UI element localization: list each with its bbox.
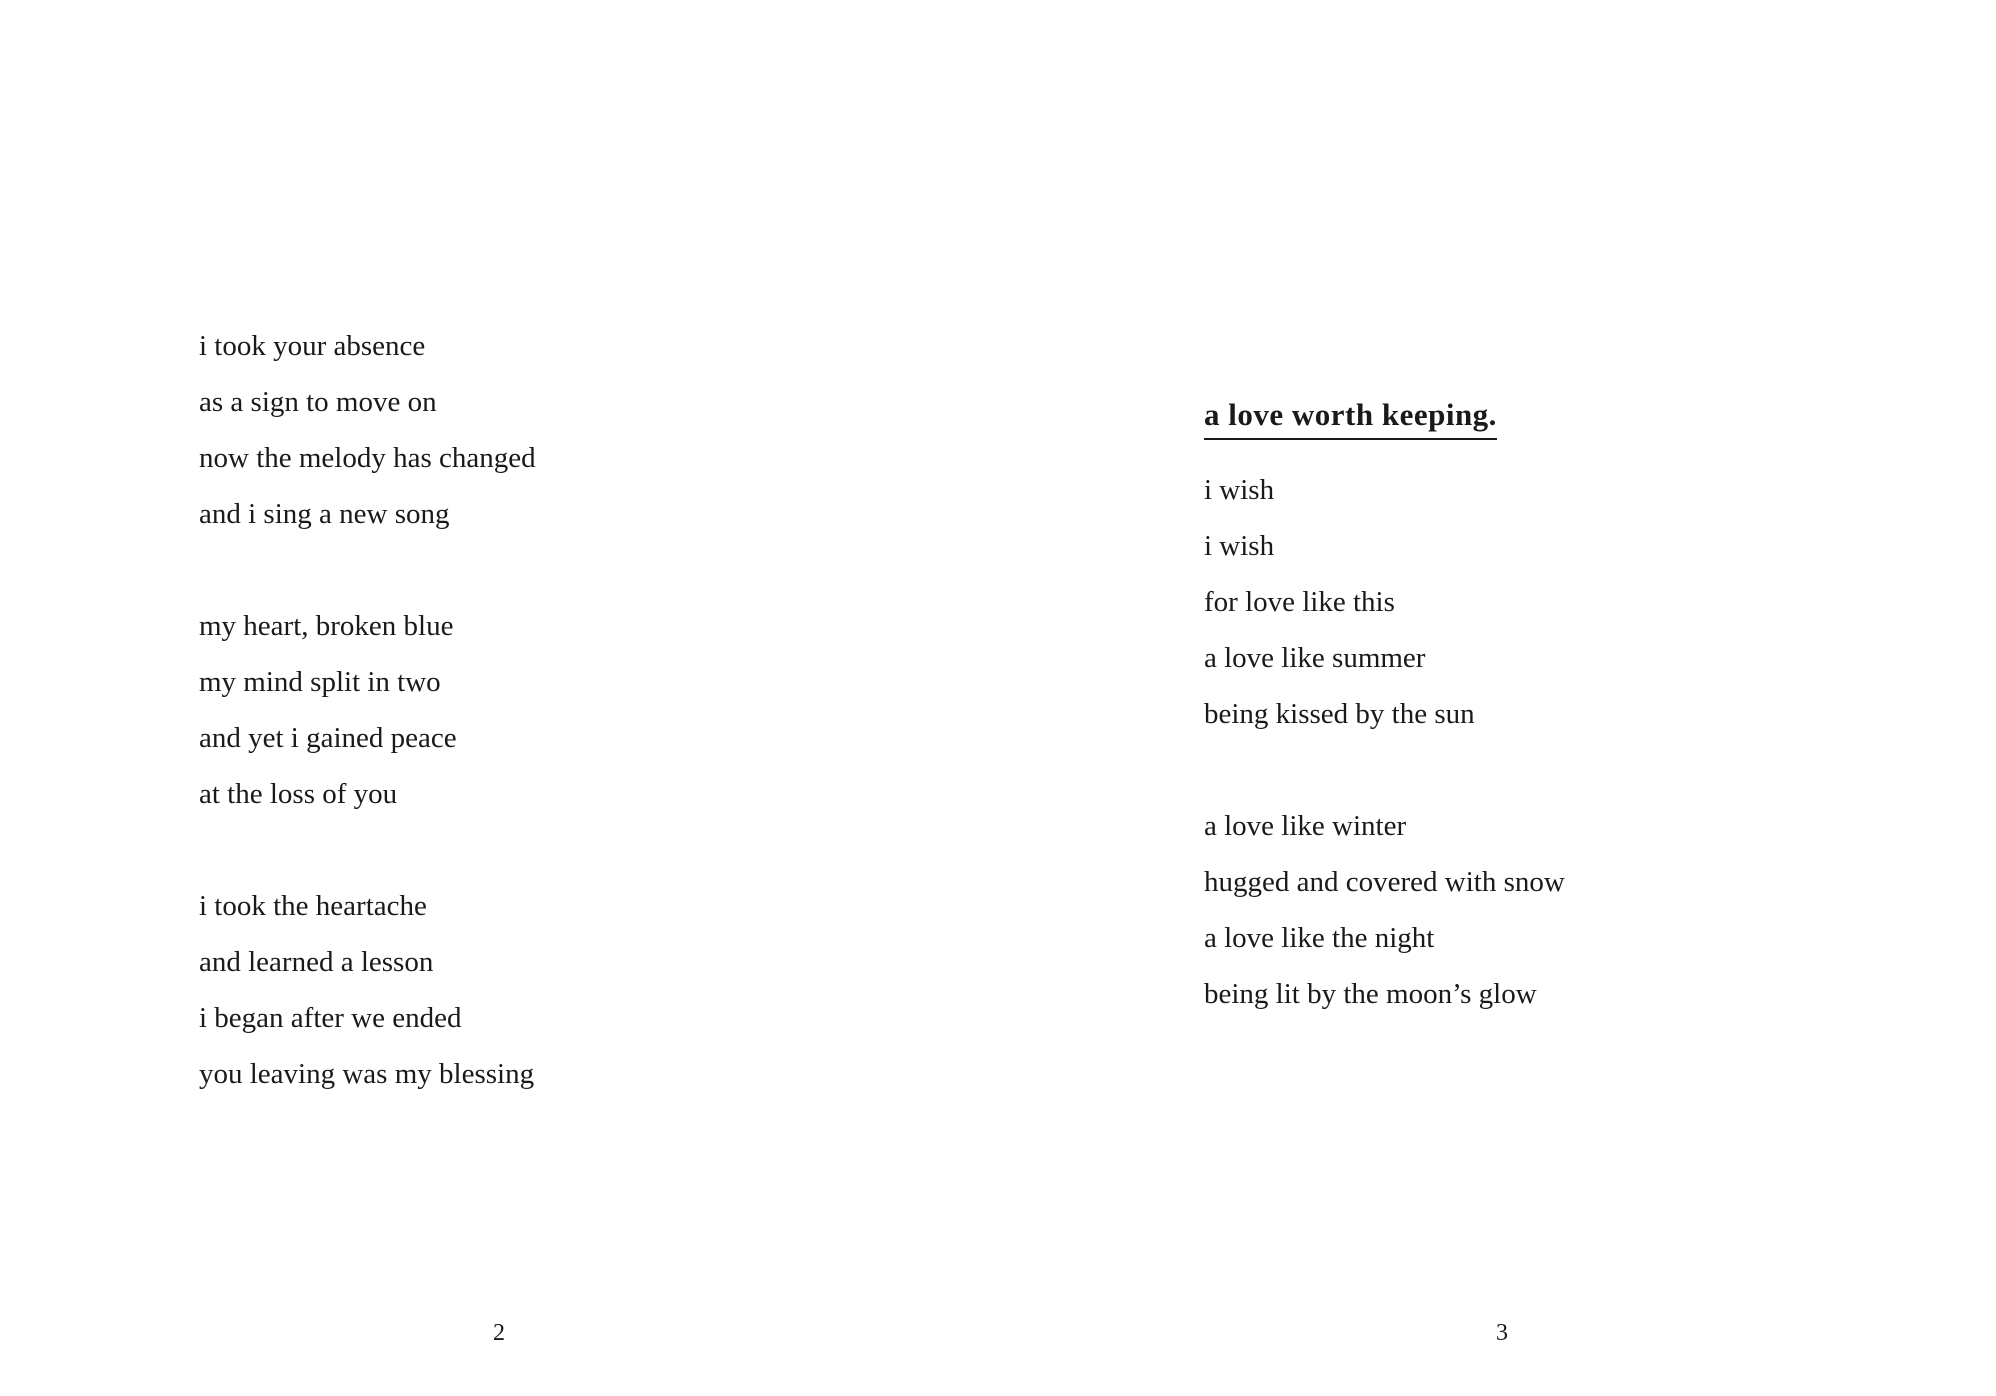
poem-line: my mind split in two xyxy=(199,666,441,698)
poem-line: a love like the night xyxy=(1204,922,1435,954)
page-number: 3 xyxy=(1496,1320,1508,1346)
poem-line: and learned a lesson xyxy=(199,946,434,978)
poem-line: i wish xyxy=(1204,474,1275,506)
poem-line: now the melody has changed xyxy=(199,442,536,474)
left-poem xyxy=(199,318,536,1158)
poem-line: i took the heartache xyxy=(199,890,427,922)
poem-line: i took your absence xyxy=(199,330,426,362)
poem-line: a love like winter xyxy=(1204,810,1407,842)
stanza xyxy=(199,318,536,542)
poem-line: i wish xyxy=(1204,530,1275,562)
poem-line: at the loss of you xyxy=(199,778,398,810)
stanza xyxy=(199,878,536,1102)
right-page xyxy=(998,0,1996,1396)
poem-line: my heart, broken blue xyxy=(199,610,454,642)
stanza xyxy=(1204,462,1565,742)
poem-title: a love worth keeping. xyxy=(1204,394,1497,440)
poem-line: hugged and covered with snow xyxy=(1204,866,1565,898)
poem-line: being lit by the moon’s glow xyxy=(1204,978,1537,1010)
poem-line: and i sing a new song xyxy=(199,498,450,530)
poem-line: for love like this xyxy=(1204,586,1395,618)
poem-line: a love like summer xyxy=(1204,642,1426,674)
stanza xyxy=(199,598,536,822)
poem-line: as a sign to move on xyxy=(199,386,437,418)
poem-line: being kissed by the sun xyxy=(1204,698,1475,730)
poem-line: you leaving was my blessing xyxy=(199,1058,535,1090)
page-number: 2 xyxy=(493,1320,505,1346)
right-poem xyxy=(1204,462,1565,1078)
poem-line: i began after we ended xyxy=(199,1002,462,1034)
stanza xyxy=(1204,798,1565,1022)
poem-line: and yet i gained peace xyxy=(199,722,457,754)
